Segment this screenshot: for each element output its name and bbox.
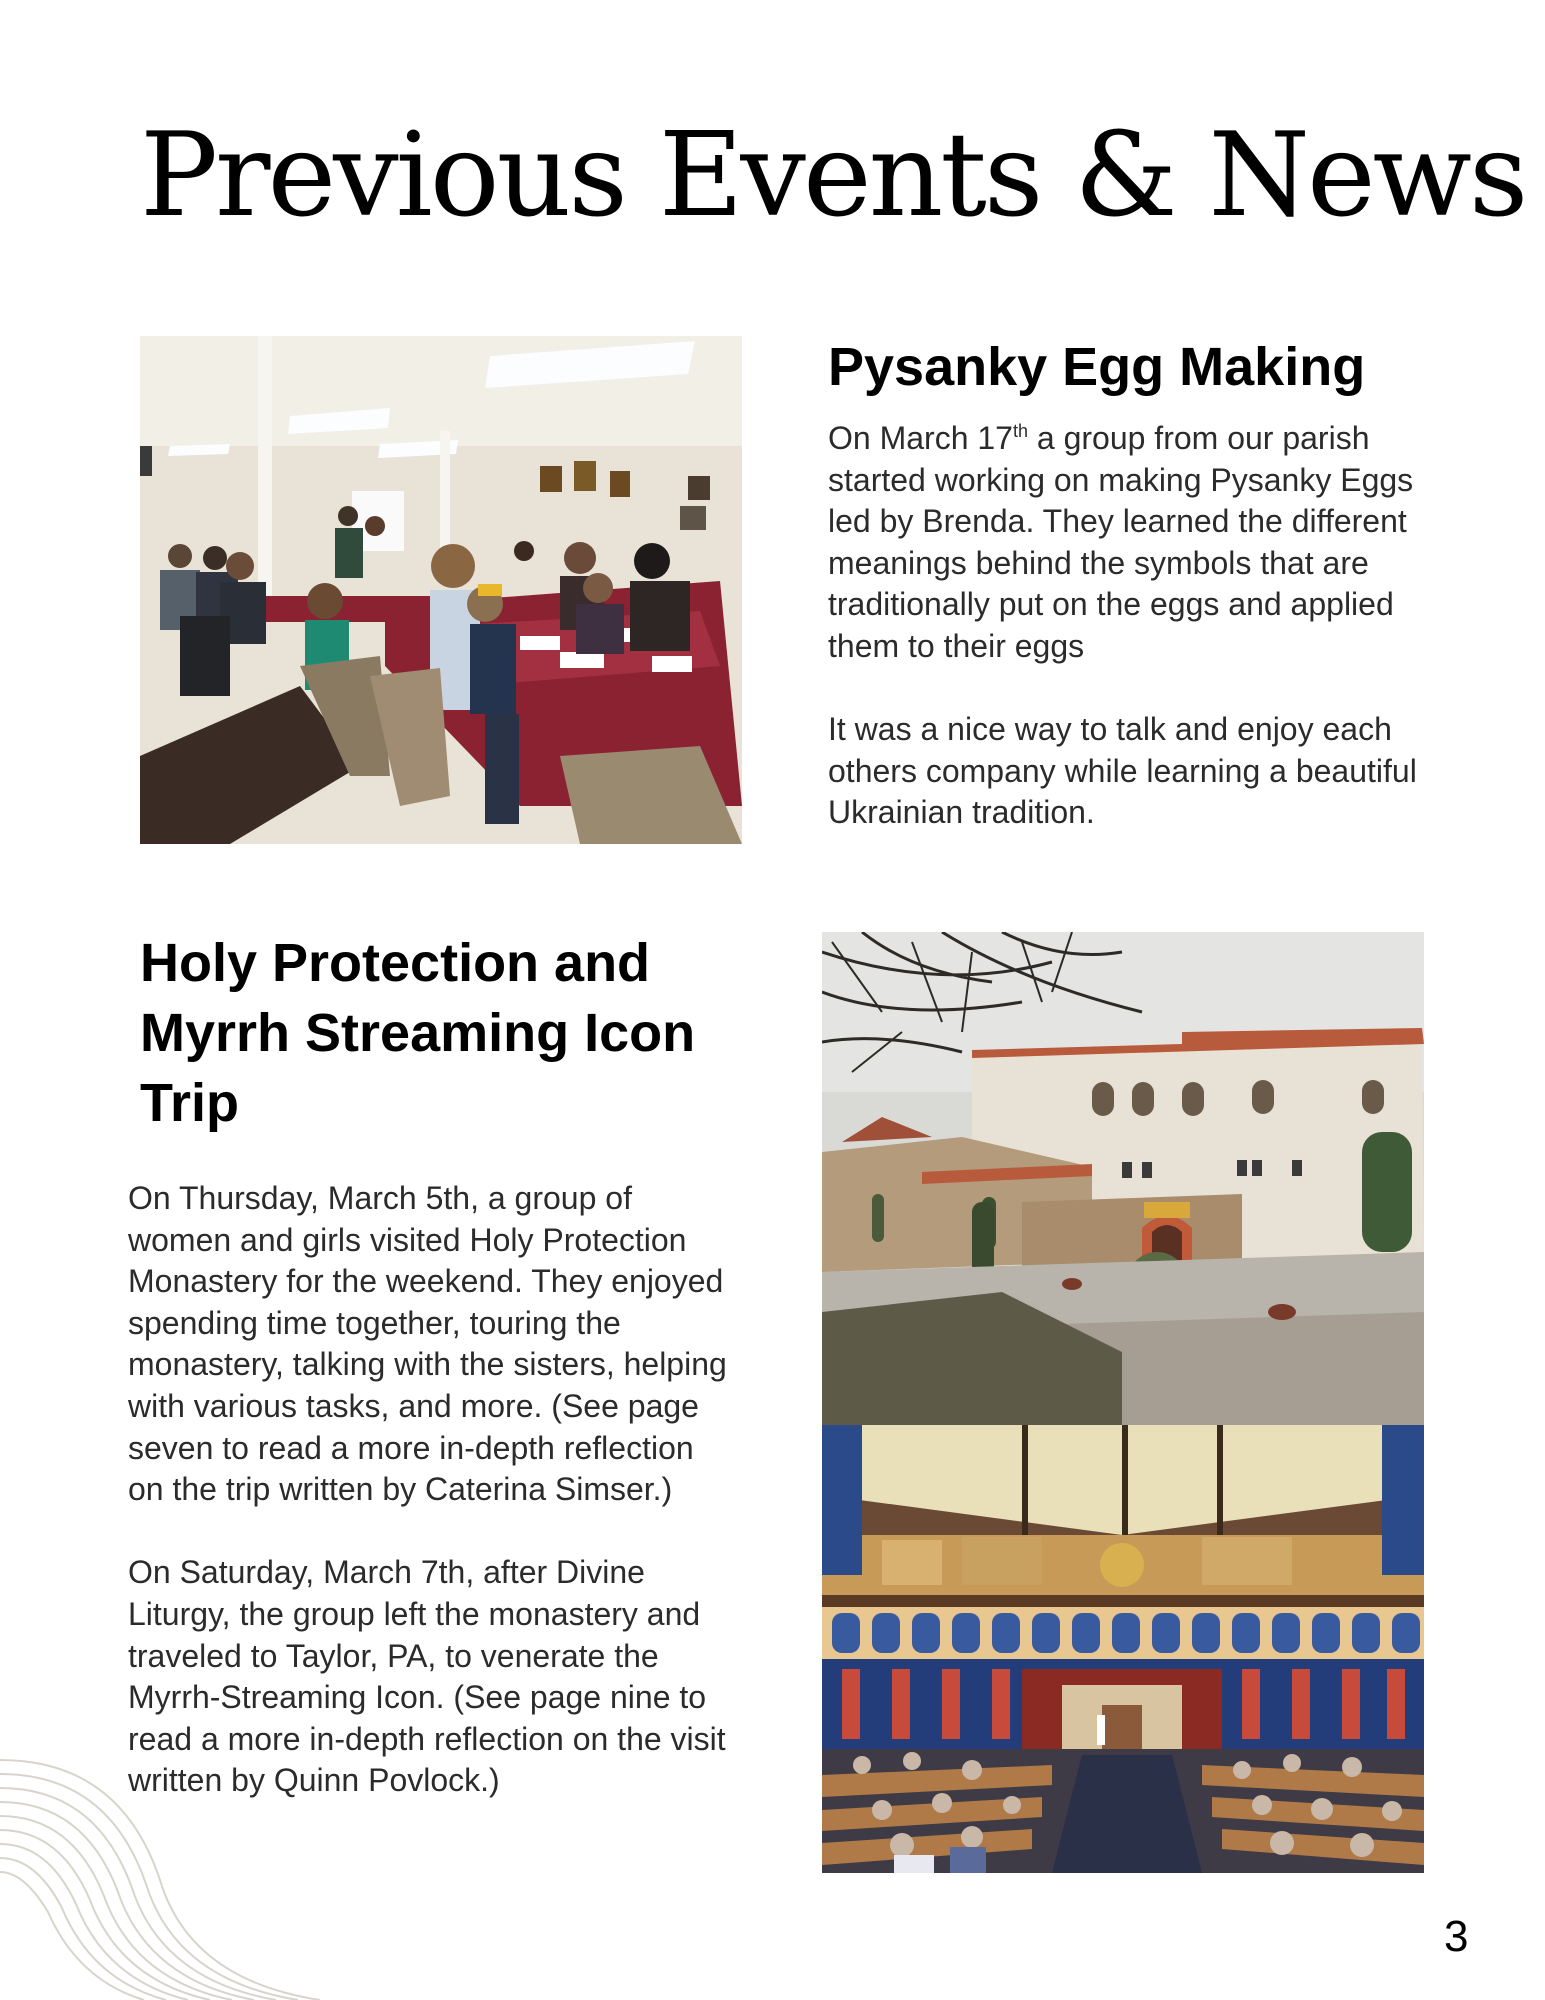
pysanky-group-photo	[140, 336, 742, 844]
pysanky-heading: Pysanky Egg Making	[828, 337, 1366, 397]
trip-paragraph-2: On Saturday, March 7th, after Divine Liturgy, the group left the monastery and traveled to Taylor, PA, to venerate the Myrrh-Streaming Icon. (See page nine to read a more in-depth reflection on the visit written by Quinn Povlock.)	[128, 1554, 726, 1799]
pysanky-paragraph-1-text: a group from our parish started working on making Pysanky Eggs led by Brenda. They learned the different meanings behind the symbols that are traditionally put on the eggs and applied them to their eggs	[828, 420, 1414, 664]
trip-heading: Holy Protection and Myrrh Streaming Icon Trip	[140, 933, 696, 1133]
trip-article-body	[128, 1178, 728, 1802]
trip-paragraph-1: On Thursday, March 5th, a group of women and girls visited Holy Protection Monastery for the weekend. They enjoyed spending time together, touring the monastery, talking with the sisters, helping with various tasks, and more. (See page seven to read a more in-depth reflection on the trip written by Caterina Simser.)	[128, 1180, 727, 1508]
monastery-exterior-photo	[822, 932, 1424, 1425]
page-number: 3	[1444, 1912, 1469, 1961]
ordinal-suffix: th	[1012, 421, 1028, 441]
pysanky-article-body	[828, 418, 1428, 834]
pysanky-paragraph-1	[828, 418, 1428, 668]
pysanky-paragraph-2: It was a nice way to talk and enjoy each others company while learning a beautiful Ukrainian tradition.	[828, 711, 1417, 831]
pysanky-date-text: On March 17	[828, 420, 1013, 456]
decorative-curves-graphic	[0, 1740, 340, 2000]
page-title: Previous Events & News	[140, 108, 1526, 243]
church-interior-photo	[822, 1425, 1424, 1873]
